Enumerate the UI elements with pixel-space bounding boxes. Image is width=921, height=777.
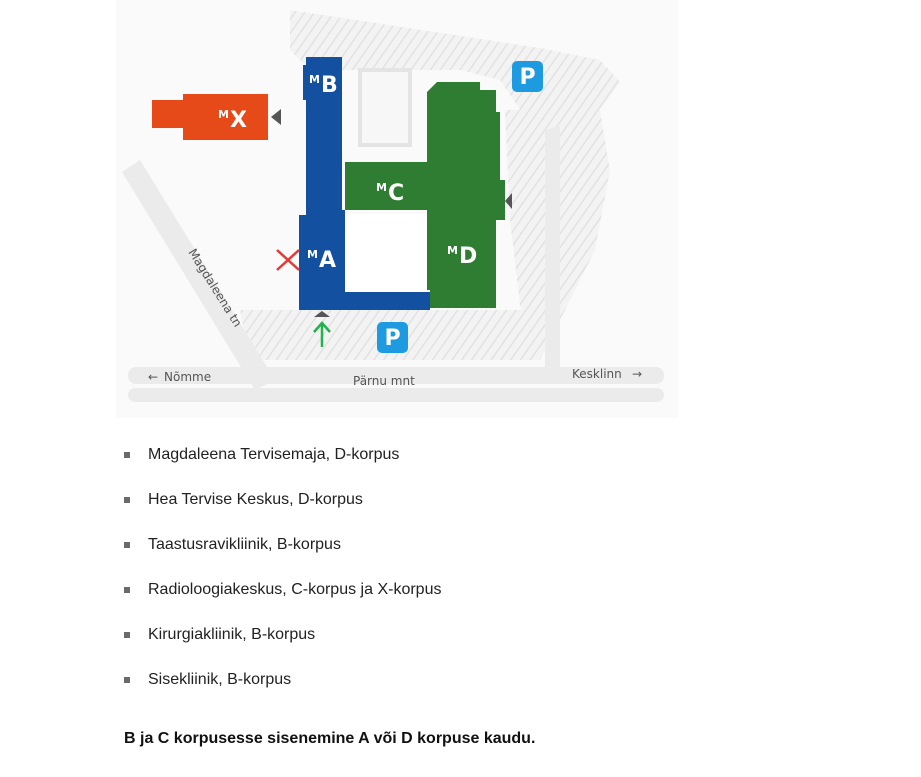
parking-label-north: P — [519, 65, 536, 90]
list-item — [124, 444, 441, 489]
building-x-label: $^M$X — [218, 108, 247, 133]
arrow-left-icon: ← — [148, 370, 159, 384]
parking-label-south: P — [384, 326, 401, 351]
department-list — [124, 444, 441, 714]
bullet-icon — [124, 542, 130, 548]
list-item — [124, 534, 441, 579]
bullet-icon — [124, 452, 130, 458]
street-label-parnu: Pärnu mnt — [353, 374, 415, 388]
department-name: Magdaleena Tervisemaja, D-korpus — [148, 446, 400, 463]
building-a-label: $^M$A — [307, 248, 336, 273]
east-access-road — [545, 126, 560, 370]
direction-label-nomme: Nõmme — [164, 370, 212, 384]
direction-kesklinn — [572, 367, 642, 381]
building-c-label: $^M$C — [376, 181, 405, 206]
bullet-icon — [124, 497, 130, 503]
department-name: Radioloogiakeskus, C-korpus ja X-korpus — [148, 581, 442, 598]
bullet-icon — [124, 587, 130, 593]
list-item — [124, 669, 441, 714]
department-name: Kirurgiakliinik, B-korpus — [148, 626, 316, 643]
arrow-right-icon: → — [632, 367, 643, 381]
building-d-label: $^M$D — [447, 244, 478, 269]
inner-courtyard-cd — [345, 214, 427, 292]
courtyard — [360, 70, 410, 145]
direction-nomme — [148, 370, 211, 384]
parnu-road-south-lane — [128, 388, 664, 402]
street-label-magdaleena: Magdaleena tn — [185, 246, 245, 330]
bullet-icon — [124, 677, 130, 683]
building-b-label: $^M$B — [309, 73, 338, 98]
list-item — [124, 579, 441, 624]
direction-label-kesklinn: Kesklinn — [572, 367, 622, 381]
department-name: Hea Tervise Keskus, D-korpus — [148, 491, 363, 508]
department-name: Sisekliinik, B-korpus — [148, 671, 292, 688]
list-item — [124, 624, 441, 669]
parking-sign-north — [512, 61, 543, 92]
list-item — [124, 489, 441, 534]
parking-sign-south — [377, 322, 408, 353]
bullet-icon — [124, 632, 130, 638]
department-name: Taastusravikliinik, B-korpus — [148, 536, 341, 553]
entrance-note: B ja C korpusesse sisenemine A või D korpuse kaudu. — [124, 730, 536, 747]
